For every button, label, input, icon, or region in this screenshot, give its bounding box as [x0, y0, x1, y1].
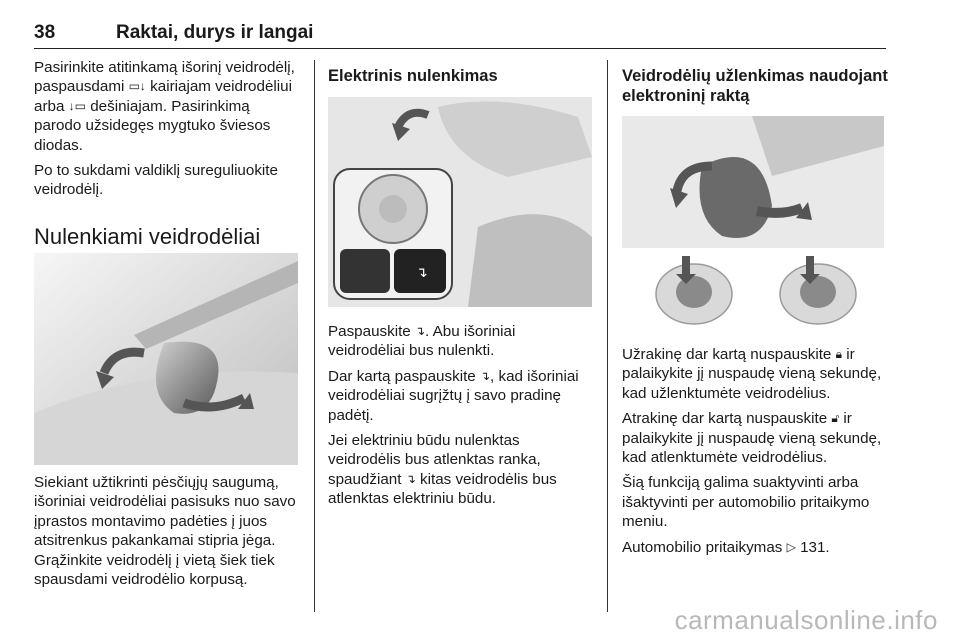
watermark: carmanualsonline.info — [674, 605, 938, 635]
column-divider — [314, 60, 315, 612]
column-right — [622, 58, 888, 116]
mirror-switch-drawing — [328, 97, 592, 307]
mirror-fold-illustration — [34, 253, 298, 465]
fold-mirror-icon: ↴ — [405, 471, 416, 486]
column-middle-lower — [328, 322, 594, 515]
paragraph: Automobilio pritaikymas ▷ 131. — [622, 538, 830, 556]
paragraph: Užrakinę dar kartą nuspauskite 🔒︎ ir palaikykite jį nuspaudę vieną sekundę, kad užlenktumėte veidrodėlius. — [622, 346, 882, 402]
fold-mirror-icon: ↴ — [414, 324, 426, 338]
paragraph: Jei elektriniu būdu nulenktas veidrodėlis bus atlenktas ranka, spaudžiant ↴ kitas veidrodėlis bus atlenktas elektriniu būdu. — [328, 432, 557, 508]
column-divider — [607, 60, 608, 612]
paragraph: Siekiant užtikrinti pėsčiųjų saugumą, išoriniai veidrodėliai pasisuks nuo savo įprastos montavimo padėties į juos atsitrenkus pakankamai stipria jėga. Grąžinkite veidrodėlį į vietą šiek tiek spausdami veidrodėlio korpusą. — [34, 474, 296, 589]
fold-button-icon: ↴ — [416, 265, 428, 281]
paragraph: Šią funkciją galima suaktyvinti arba išaktyvinti per automobilio pritaikymo meniu. — [622, 474, 870, 531]
key-fob-drawing — [622, 248, 884, 330]
page-title: Raktai, durys ir langai — [116, 22, 314, 43]
paragraph: Pasirinkite atitinkamą išorinį veidrodėlį, paspausdami ▭↓ kairiajam veidrodėliui arba ↓▭ dešiniajam. Pasirinkimą parodo užsidegęs mygtuko šviesos diodas. — [34, 59, 295, 154]
page-number: 38 — [34, 22, 56, 43]
section-heading: Veidrodėlių užlenkimas naudojant elektroninį raktą — [622, 67, 888, 105]
section-heading: Nulenkiami veidrodėliai — [34, 223, 261, 249]
right-mirror-icon: ↓▭ — [68, 98, 86, 113]
page-reference-icon: ▷ — [786, 539, 796, 554]
mirror-switch-illustration — [328, 97, 592, 307]
section-heading: Elektrinis nulenkimas — [328, 67, 498, 85]
fold-mirror-icon: ↴ — [479, 368, 491, 383]
column-middle — [328, 58, 594, 96]
left-mirror-icon: ▭↓ — [128, 79, 146, 94]
column-left-lower — [34, 473, 300, 595]
mirror-fold-drawing — [34, 253, 298, 465]
paragraph: Dar kartą paspauskite ↴, kad išoriniai veidrodėliai sugrįžtų į savo pradinę padėtį. — [328, 367, 579, 424]
page-header — [34, 20, 886, 49]
column-left — [34, 58, 300, 262]
lock-icon: 🔒︎ — [835, 347, 842, 361]
unlock-icon: 🔓︎ — [831, 411, 840, 426]
paragraph: Po to sukdami valdiklį sureguliuokite veidrodėlį. — [34, 162, 278, 199]
paragraph: Paspauskite ↴. Abu išoriniai veidrodėliai bus nulenkti. — [328, 323, 516, 360]
key-fob-illustration — [622, 248, 884, 330]
paragraph: Atrakinę dar kartą nuspauskite 🔓︎ ir palaikykite jį nuspaudę vieną sekundę, kad atlenktumėte veidrodėlius. — [622, 410, 882, 467]
column-right-lower — [622, 345, 888, 563]
